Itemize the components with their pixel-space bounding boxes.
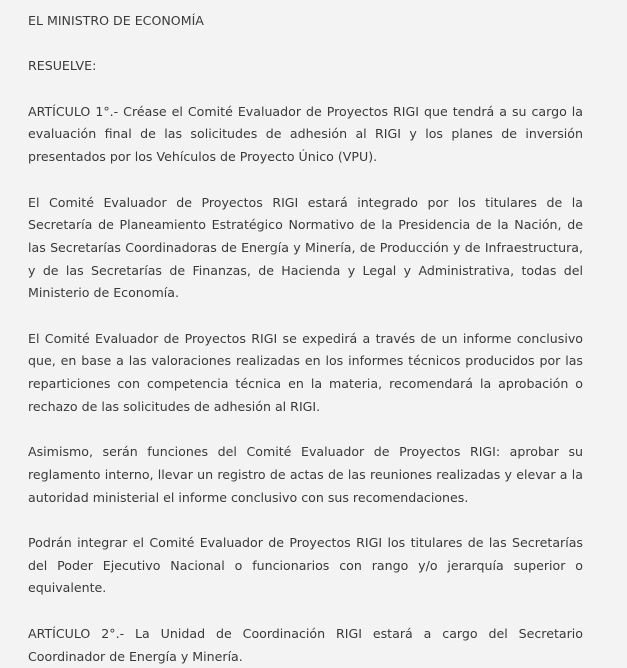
article-2-paragraph: ARTÍCULO 2°.- La Unidad de Coordinación RIGI estará a cargo del Secretario Coordinador de Energía y Minería. xyxy=(28,625,583,664)
resolves-heading: RESUELVE: xyxy=(28,58,97,74)
committee-report-paragraph: El Comité Evaluador de Proyectos RIGI se expedirá a través de un informe conclusivo que, en base a las valoraciones realizadas en los informes técnicos producidos por las reparticiones con competencia técnica en la materia, recomendará la aprobación o rechazo de las solicitudes de adhesión al RIGI. xyxy=(28,330,583,414)
committee-composition-paragraph: El Comité Evaluador de Proyectos RIGI estará integrado por los titulares de la Secretaría de Planeamiento Estratégico Normativo de la Presidencia de la Nación, de las Secretarías Coordinadoras de Energía y Minería, de Producción y de Infraestructura, y de las Secretarías de Finanzas, de Hacienda y Legal y Administrativa, todas del Ministerio de Economía. xyxy=(28,194,583,301)
committee-functions-paragraph: Asimismo, serán funciones del Comité Evaluador de Proyectos RIGI: aprobar su reglamento interno, llevar un registro de actas de las reuniones realizadas y elevar a la autoridad ministerial el informe conclusivo con sus recomendaciones. xyxy=(28,444,583,505)
article-1-paragraph: ARTÍCULO 1°.- Créase el Comité Evaluador de Proyectos RIGI que tendrá a su cargo la evaluación final de las solicitudes de adhesión al RIGI y los planes de inversión presentados por los Vehículos de Proyecto Único (VPU). xyxy=(28,103,583,165)
authority-heading: EL MINISTRO DE ECONOMÍA xyxy=(28,13,204,28)
document-body xyxy=(28,10,583,668)
committee-members-paragraph: Podrán integrar el Comité Evaluador de Proyectos RIGI los titulares de las Secretarías del Poder Ejecutivo Nacional o funcionarios con rango y/o jerarquía superior o equivalente. xyxy=(28,535,583,596)
